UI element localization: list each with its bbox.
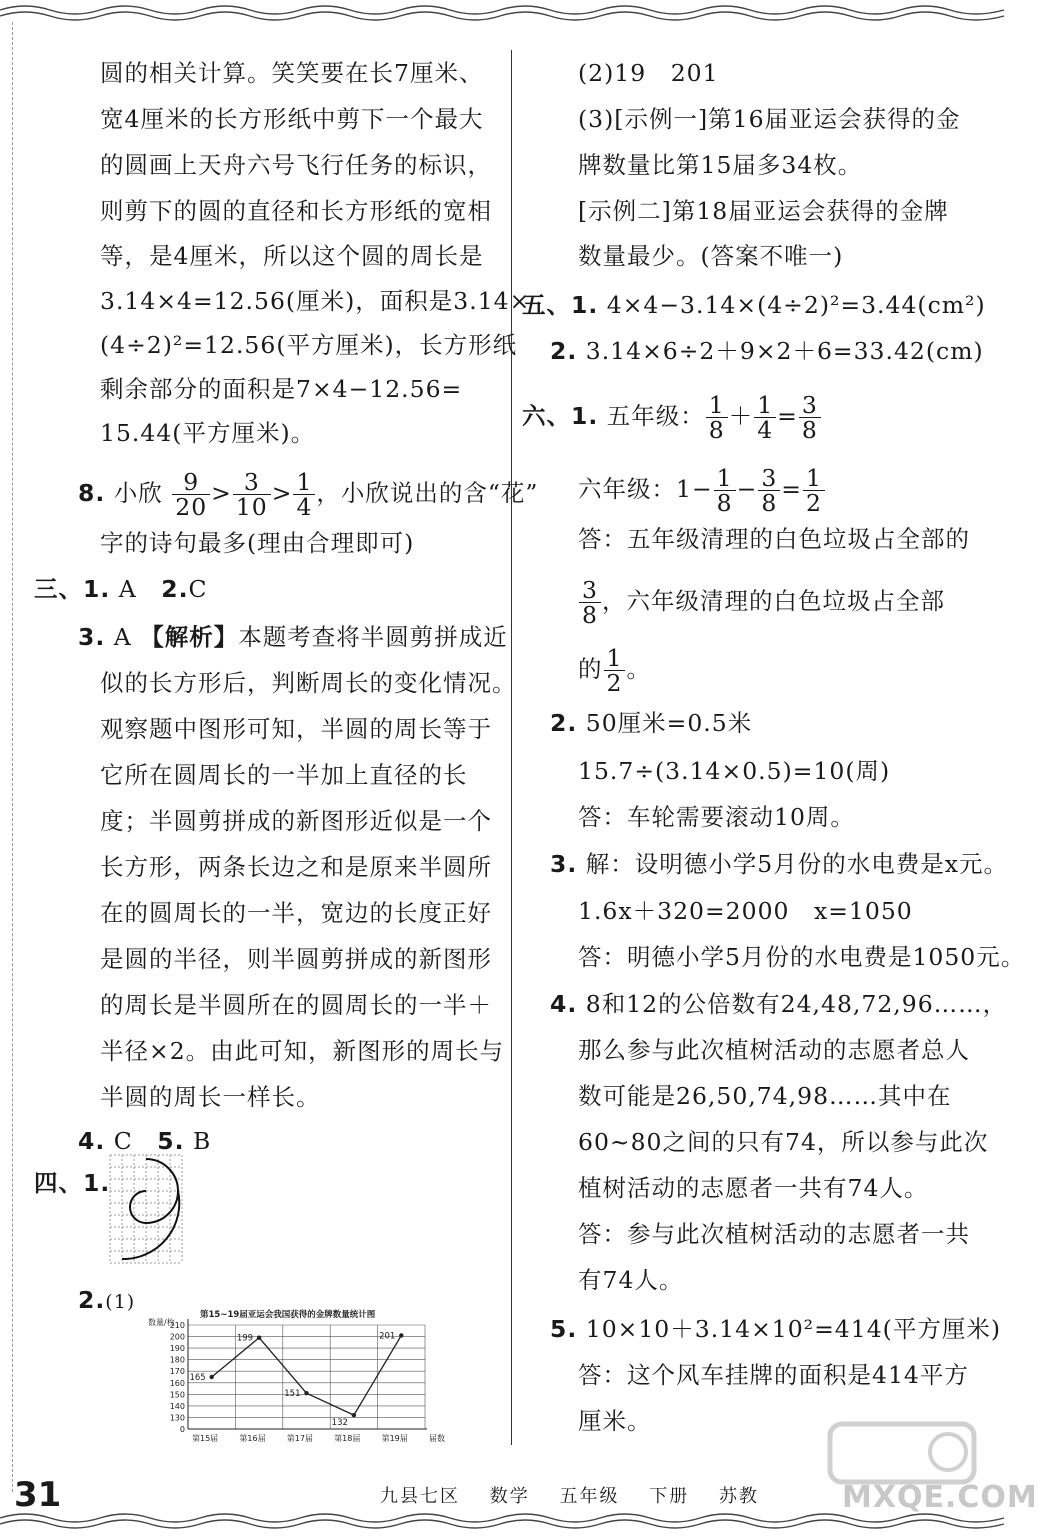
right-top-line-5: 数量最少。(答案不唯一) [578, 242, 844, 270]
sec3-line-3: 观察题中图形可知，半圆的周长等于 [100, 715, 492, 743]
sec5-q2-line: 2. 3.14×6÷2＋9×2＋6=33.42(cm) [550, 337, 984, 365]
chart-x-tick: 第15届 [192, 1434, 219, 1443]
sec6-q4-line-3: 数可能是26,50,74,98……其中在 [578, 1082, 952, 1110]
left-line-5: 等，是4厘米，所以这个圆的周长是 [100, 242, 484, 270]
chart-y-tick: 200 [169, 1332, 185, 1342]
chart-data-label: 132 [331, 1418, 348, 1429]
sec3-line-5: 度；半圆剪拼成的新图形近似是一个 [100, 807, 492, 835]
gold-medal-line-chart [100, 1303, 510, 1443]
chart-ylabel: 数量/枚 [148, 1318, 175, 1327]
footer-volume: 下册 [649, 1486, 690, 1507]
left-edge-line [12, 22, 13, 1492]
chart-data-label: 201 [379, 1331, 396, 1342]
chart-y-tick: 180 [169, 1355, 185, 1365]
sec6-q5-line-3: 厘米。 [578, 1407, 652, 1435]
sec3-line-6: 长方形，两条长边之和是原来半圆所 [100, 853, 492, 881]
chart-y-tick: 160 [169, 1378, 185, 1388]
sec4-line-1: 四、1. [34, 1169, 111, 1197]
chart-y-tick: 190 [169, 1344, 185, 1354]
column-divider [511, 50, 512, 1445]
sec6-q3-line-2: 1.6x＋320=2000 x=1050 [578, 897, 913, 925]
right-top-line-1: (2)19 201 [578, 59, 719, 87]
chart-series-line [212, 1335, 402, 1415]
chart-y-tick: 140 [169, 1401, 185, 1411]
q8-fraction-1: $\frac{9}{20}$ [172, 470, 210, 519]
chart-point [399, 1333, 403, 1337]
chart-data-label: 165 [189, 1373, 206, 1383]
right-top-line-4: [示例二]第18届亚运会获得的金牌 [578, 197, 949, 225]
chart-point [304, 1391, 308, 1395]
left-line-7: (4÷2)²=12.56(平方厘米)，长方形纸 [100, 331, 518, 359]
sec6-q4-line-2: 那么参与此次植树活动的志愿者总人 [578, 1036, 970, 1064]
footer-info [380, 1482, 781, 1508]
footer-edition: 苏教 [718, 1486, 759, 1507]
chart-y-tick: 130 [169, 1413, 185, 1423]
q8-prefix: 小欣 [113, 479, 163, 507]
sec3-line-8: 是圆的半径，则半圆剪拼成的新图形 [100, 945, 492, 973]
right-top-line-2: (3)[示例一]第16届亚运会获得的金 [578, 105, 961, 133]
left-line-6: 3.14×4=12.56(厘米)，面积是3.14× [100, 287, 531, 315]
chart-point [257, 1336, 261, 1340]
left-line-2: 宽4厘米的长方形纸中剪下一个最大 [100, 105, 484, 133]
sec5-q1-line: 五、1. 4×4−3.14×(4÷2)²=3.44(cm²) [522, 291, 986, 319]
chart-point [210, 1375, 214, 1379]
sec6-answer-line-2: $\frac{3}{8}$ ，六年级清理的白色垃圾占全部 [578, 578, 945, 627]
sec3-label: 三、 [34, 575, 83, 603]
chart-data-label: 151 [284, 1389, 301, 1400]
sec6-q5-line-1: 5. 10×10＋3.14×10²=414(平方厘米) [550, 1315, 1001, 1343]
sec3-line-4: 它所在圆周长的一半加上直径的长 [100, 761, 468, 789]
sec6-q4-line-7: 有74人。 [578, 1266, 684, 1294]
right-top-line-3: 牌数量比第15届多34枚。 [578, 151, 863, 179]
chart-y-tick: 210 [169, 1321, 185, 1330]
sec6-grade5-line: 六、1. 五年级： $\frac{1}{8}$ ＋ $\frac{1}{4}$ = $\frac{3}{8}$ [522, 393, 822, 442]
chart-x-tick: 第19届 [381, 1434, 408, 1443]
q8-fraction-2: $\frac{3}{10}$ [233, 470, 271, 519]
sec5-label: 五、 [522, 291, 571, 319]
analysis-tag: 【解析】 [140, 623, 239, 651]
left-line-8: 剩余部分的面积是7×4−12.56= [100, 375, 463, 403]
sec4-label: 四、 [34, 1169, 83, 1197]
sec3-q3-line: 3. A 【解析】本题考查将半圆剪拼成近 [78, 623, 508, 651]
sec3-line-9: 的周长是半圆所在的圆周长的一半＋ [100, 991, 492, 1019]
sec3-line-11: 半圆的周长一样长。 [100, 1083, 321, 1111]
watermark-text: MXQE.COM [842, 1480, 1038, 1515]
sec6-q4-line-1: 4. 8和12的公倍数有24,48,72,96……， [550, 990, 1008, 1018]
sec6-answer-line-3: 的 $\frac{1}{2}$ 。 [578, 644, 651, 697]
left-line-4: 则剪下的圆的直径和长方形纸的宽相 [100, 197, 492, 225]
sec6-answer-line-1: 答：五年级清理的白色垃圾占全部的 [578, 525, 970, 553]
sec3-line-10: 半径×2。由此可知，新图形的周长与 [100, 1037, 505, 1065]
chart-title: 第15~19届亚运会我国获得的金牌数量统计图 [200, 1310, 376, 1320]
comma-shape-grid-figure [110, 1155, 182, 1263]
sec6-q3-line-1: 3. 解：设明德小学5月份的水电费是x元。 [550, 850, 1008, 878]
q8-number: 8. [78, 479, 106, 507]
left-line-3: 的圆画上天舟六号飞行任务的标识， [100, 151, 492, 179]
sec6-label: 六、 [522, 402, 571, 430]
sec6-q2-line-3: 答：车轮需要滚动10周。 [578, 803, 855, 831]
chart-x-tick: 第16届 [239, 1434, 266, 1443]
sec3-q4q5-line: 4. C 5. B [78, 1127, 212, 1155]
sec6-q2-line-1: 2. 50厘米=0.5米 [550, 709, 753, 737]
q8-line: 8. 小欣 $\frac{9}{20}$ > $\frac{3}{10}$ > $\frac{1}{4}$ ，小欣说出的含“花” [78, 468, 539, 521]
footer-subject: 数学 [489, 1486, 530, 1507]
sec3-line-1: 三、1. A 2.C [34, 575, 208, 603]
sec6-grade6-line: 六年级：1− $\frac{1}{8}$ − $\frac{3}{8}$ = $\frac{1}{2}$ [578, 466, 826, 515]
chart-y-tick: 170 [169, 1367, 185, 1377]
sec6-q5-line-2: 答：这个风车挂牌的面积是414平方 [578, 1361, 969, 1389]
left-line-9: 15.44(平方厘米)。 [100, 419, 316, 447]
q8-line-2: 字的诗句最多(理由合理即可) [100, 529, 415, 557]
top-wavy-border [0, 0, 1004, 26]
footer-series: 九县七区 [380, 1486, 460, 1507]
footer-grade: 五年级 [559, 1486, 620, 1507]
q8-suffix: ，小欣说出的含“花” [316, 479, 539, 507]
chart-x-tick: 第18届 [334, 1434, 361, 1443]
page-number: 31 [14, 1475, 62, 1515]
chart-xlabel: 届数 [429, 1434, 445, 1443]
chart-point [352, 1413, 356, 1417]
sec6-q3-line-3: 答：明德小学5月份的水电费是1050元。 [578, 943, 1026, 971]
chart-data-label: 199 [236, 1333, 254, 1344]
chart-y-tick: 0 [179, 1425, 185, 1434]
chart-x-tick: 第17届 [286, 1434, 313, 1443]
sec6-q4-line-6: 答：参与此次植树活动的志愿者一共 [578, 1220, 970, 1248]
sec6-q4-line-4: 60~80之间的只有74，所以参与此次 [578, 1128, 989, 1156]
sec6-q2-line-2: 15.7÷(3.14×0.5)=10(周) [578, 757, 891, 785]
sec6-q4-line-5: 植树活动的志愿者一共有74人。 [578, 1174, 929, 1202]
sec3-line-2: 似的长方形后，判断周长的变化情况。 [100, 669, 517, 697]
chart-y-tick: 150 [169, 1390, 185, 1400]
sec3-line-7: 在的圆周长的一半，宽边的长度正好 [100, 899, 492, 927]
sec4-q2-line: 2.(1) [78, 1286, 136, 1314]
left-line-1: 圆的相关计算。笑笑要在长7厘米、 [100, 59, 484, 87]
q8-fraction-3: $\frac{1}{4}$ [293, 470, 315, 519]
